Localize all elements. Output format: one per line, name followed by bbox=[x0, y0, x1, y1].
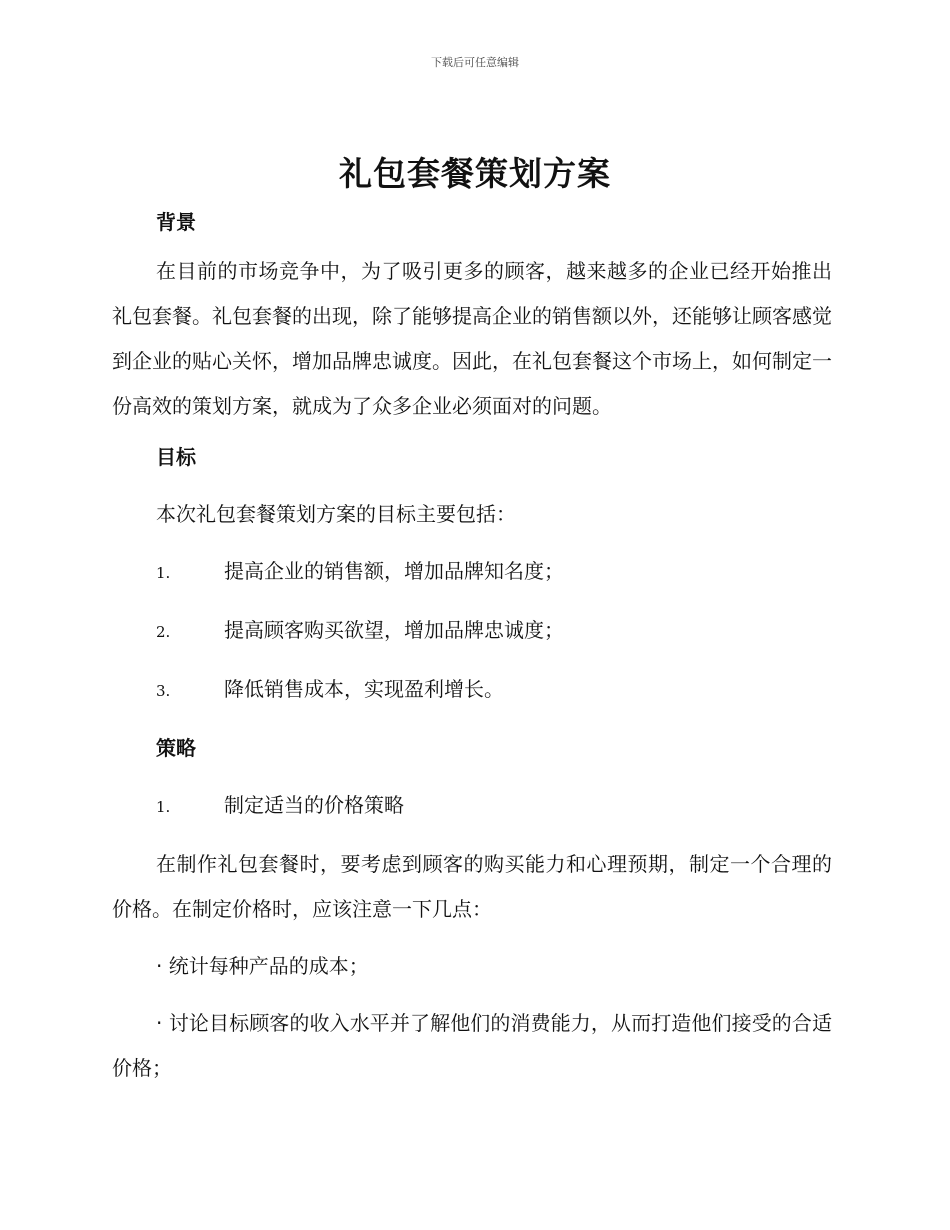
strategy-bullet: · 讨论目标顾客的收入水平并了解他们的消费能力，从而打造他们接受的合适价格； bbox=[112, 1011, 832, 1080]
document-body bbox=[112, 200, 832, 1091]
background-paragraph: 在目前的市场竞争中，为了吸引更多的顾客，越来越多的企业已经开始推出礼包套餐。礼包套餐的出现，除了能够提高企业的销售额以外，还能够让顾客感觉到企业的贴心关怀，增加品牌忠诚度。因此，在礼包套餐这个市场上，如何制定一份高效的策划方案，就成为了众多企业必须面对的问题。 bbox=[112, 259, 832, 418]
goal-list-item bbox=[156, 608, 832, 655]
goal-text: 提高企业的销售额，增加品牌知名度； bbox=[224, 559, 564, 583]
page-title: 礼包套餐策划方案 bbox=[339, 154, 611, 193]
goal-text: 提高顾客购买欲望，增加品牌忠诚度； bbox=[224, 618, 564, 642]
goal-text: 降低销售成本，实现盈利增长。 bbox=[224, 677, 504, 701]
strategy-paragraph: 在制作礼包套餐时，要考虑到顾客的购买能力和心理预期，制定一个合理的价格。在制定价格时，应该注意一下几点： bbox=[112, 852, 832, 921]
section-heading-strategy: 策略 bbox=[156, 736, 196, 760]
strategy-text: 制定适当的价格策略 bbox=[224, 793, 404, 817]
goal-number: 3. bbox=[156, 682, 171, 700]
goal-number: 1. bbox=[156, 564, 171, 582]
goal-list-item bbox=[156, 667, 832, 714]
strategy-bullet: · 统计每种产品的成本； bbox=[156, 954, 369, 978]
section-heading-goals: 目标 bbox=[156, 445, 196, 469]
header-note: 下载后可任意编辑 bbox=[431, 56, 519, 69]
goals-intro: 本次礼包套餐策划方案的目标主要包括： bbox=[156, 502, 516, 526]
goal-number: 2. bbox=[156, 623, 171, 641]
strategy-number: 1. bbox=[156, 798, 171, 816]
goal-list-item bbox=[156, 549, 832, 596]
section-heading-background: 背景 bbox=[156, 210, 196, 234]
strategy-list-item bbox=[156, 783, 832, 830]
